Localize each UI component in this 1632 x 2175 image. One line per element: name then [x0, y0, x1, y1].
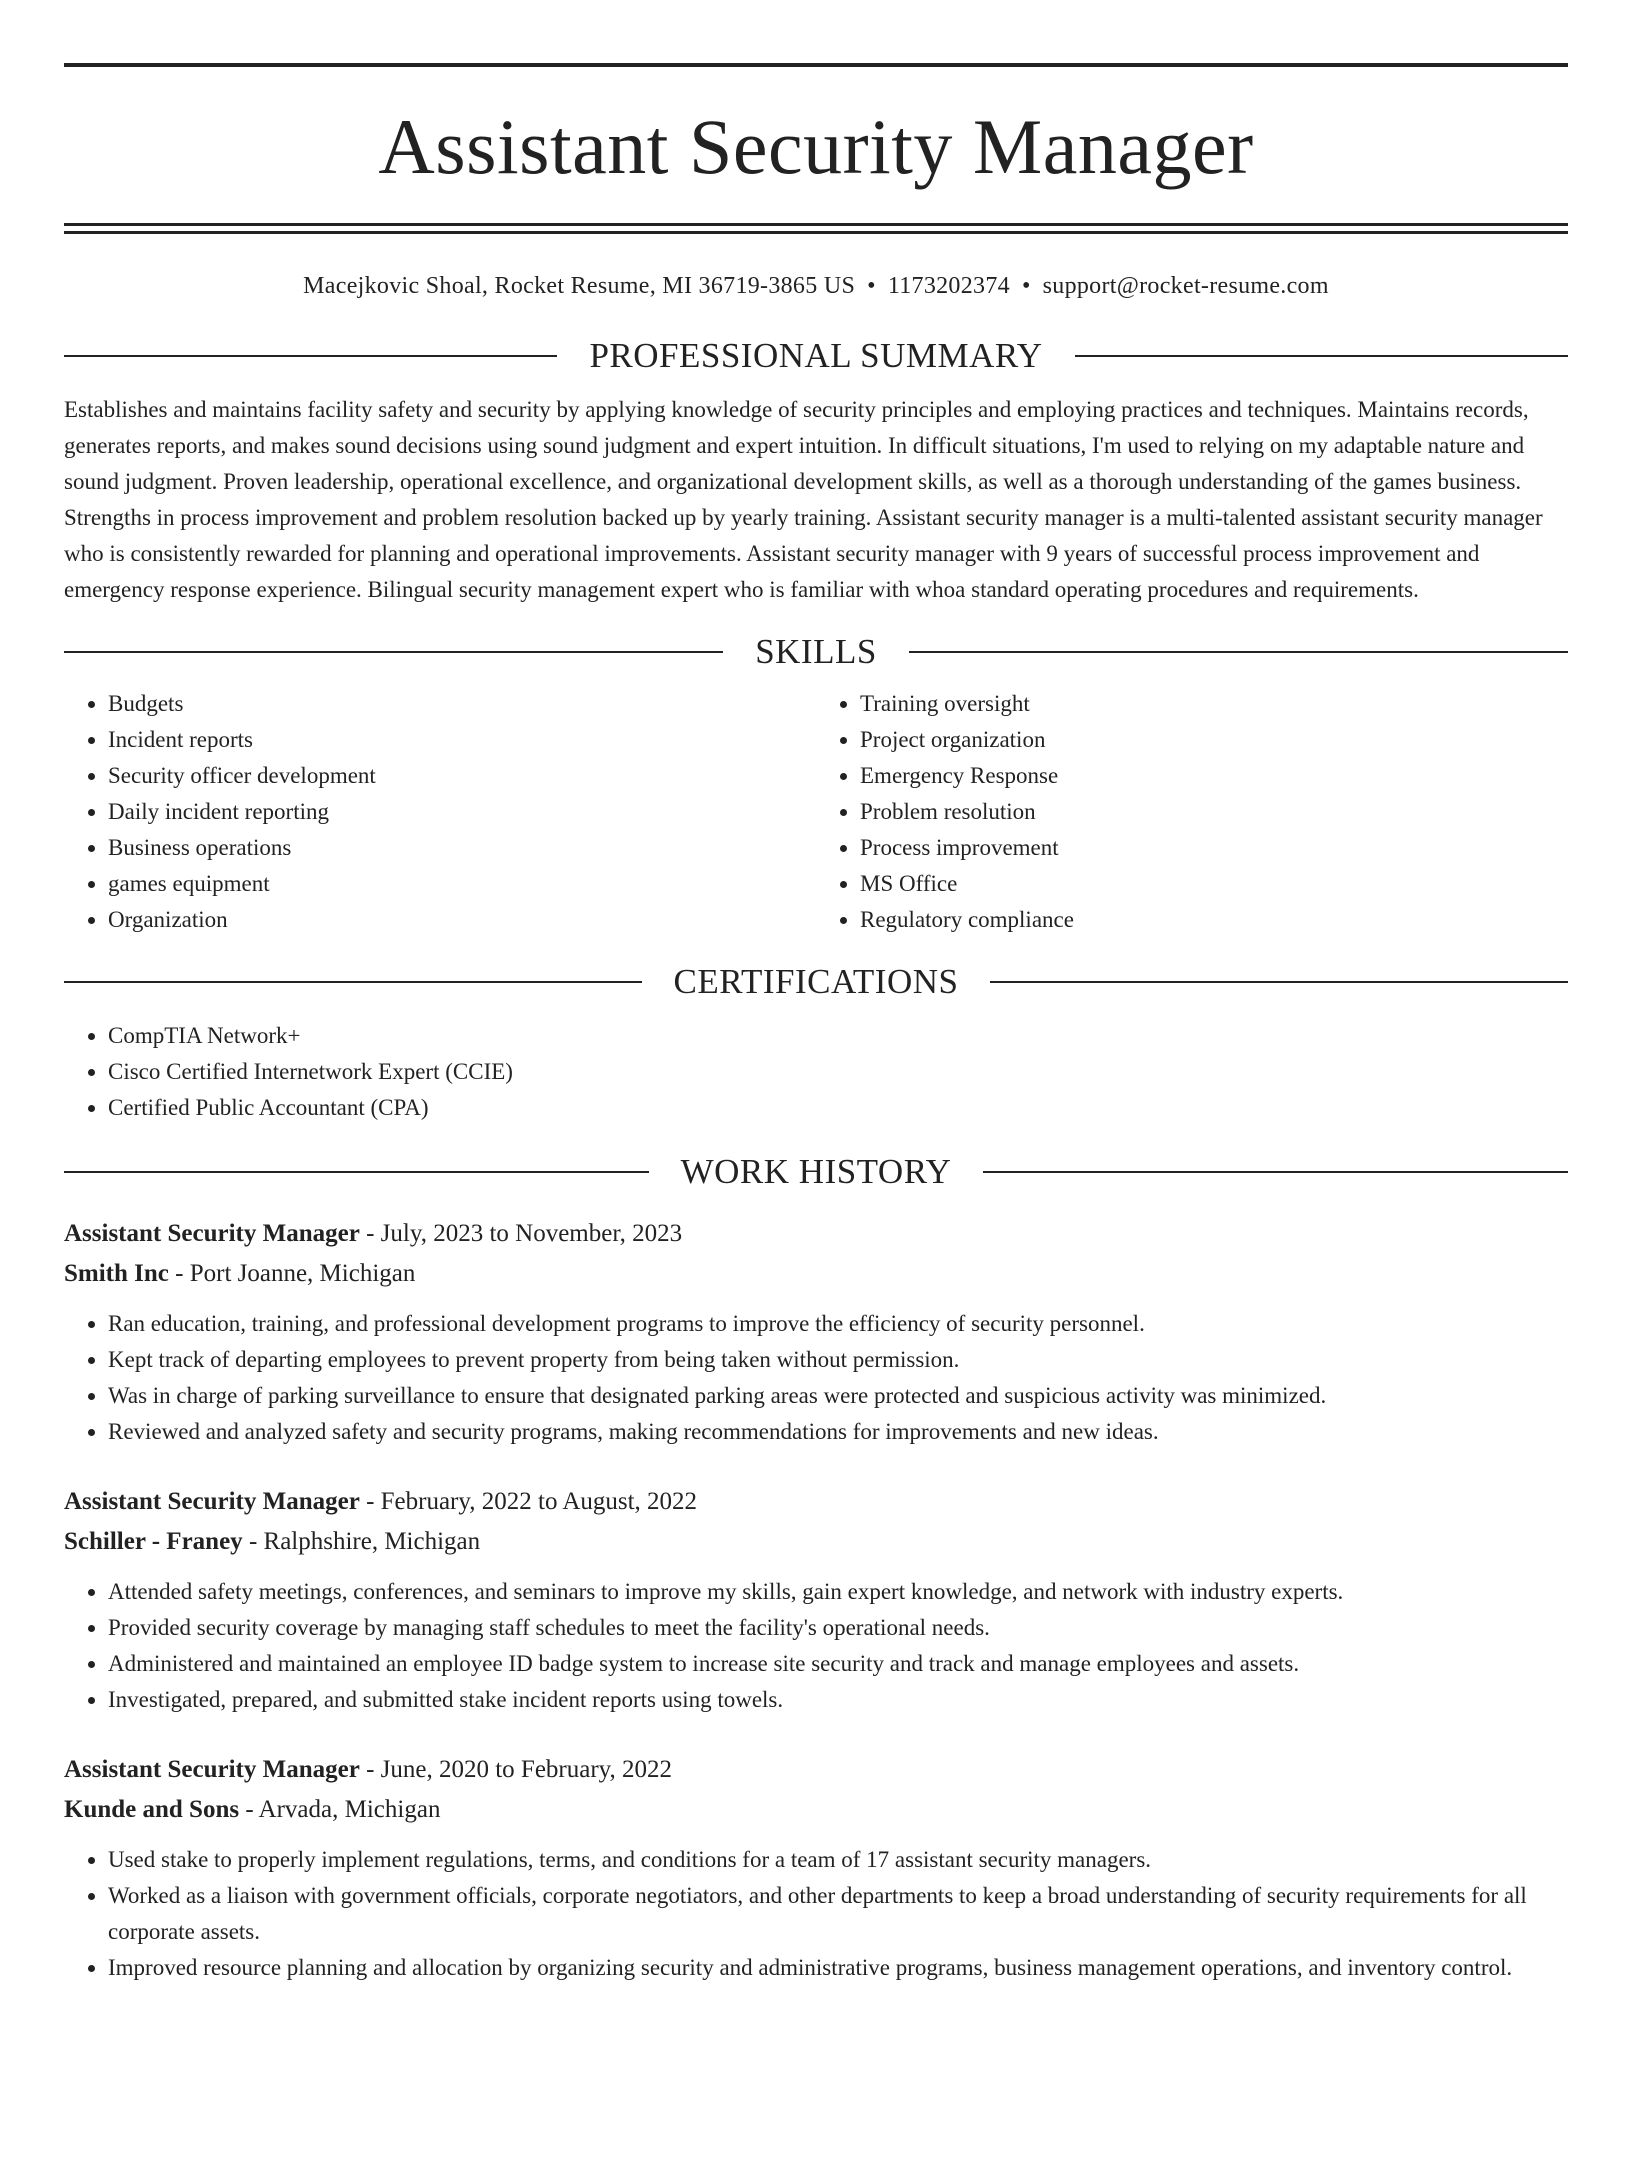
skill-item: • Regulatory compliance — [860, 902, 1568, 938]
skill-item: • Project organization — [860, 722, 1568, 758]
skill-item: • Organization — [108, 902, 816, 938]
heading-rule — [983, 1171, 1568, 1173]
job-entry — [64, 1482, 1568, 1718]
contact-phone: 1173202374 — [887, 273, 1010, 299]
job-company-line — [64, 1254, 1568, 1294]
resume-page — [0, 63, 1632, 2175]
job-duty-item: • Reviewed and analyzed safety and security programs, making recommendations for improvements and new ideas. — [108, 1414, 1568, 1450]
skill-item: • Incident reports — [108, 722, 816, 758]
job-title: Assistant Security Manager — [64, 1488, 360, 1515]
job-company-line — [64, 1790, 1568, 1830]
skills-list-right — [816, 686, 1568, 938]
heading-rule — [990, 981, 1568, 983]
summary-heading — [64, 332, 1568, 380]
skill-item: • games equipment — [108, 866, 816, 902]
job-title-line — [64, 1482, 1568, 1522]
resume-title: Assistant Security Manager — [378, 103, 1254, 190]
contact-separator: • — [867, 273, 876, 299]
contact-line — [64, 270, 1568, 302]
job-company: Smith Inc — [64, 1260, 169, 1287]
summary-text: Establishes and maintains facility safety and security by applying knowledge of security principles and employing practices and techniques. Maintains records, generates reports, and makes sound decisions using sound judgment and expert intuition. In difficult situations, I'm used to relying on my adaptable nature and sound judgment. Proven leadership, operational excellence, and organizational development skills, as well as a thorough understanding of the games business. Strengths in process improvement and problem resolution backed up by yearly training. Assistant security manager is a multi-talented assistant security manager who is consistently rewarded for planning and operational improvements. Assistant security manager with 9 years of successful process improvement and emergency response experience. Bilingual security management expert who is familiar with whoa standard operating procedures and requirements. — [64, 397, 1543, 602]
certification-item: • Certified Public Accountant (CPA) — [108, 1090, 1568, 1126]
heading-rule — [64, 355, 557, 357]
job-company: Schiller - Franey — [64, 1528, 243, 1555]
job-duty-item: • Improved resource planning and allocation by organizing security and administrative programs, business management operations, and inventory control. — [108, 1950, 1568, 1986]
work-history-heading — [64, 1148, 1568, 1196]
job-title: Assistant Security Manager — [64, 1220, 360, 1247]
job-company-line — [64, 1522, 1568, 1562]
job-location: - Ralphshire, Michigan — [242, 1528, 481, 1555]
job-duty-item: • Investigated, prepared, and submitted stake incident reports using towels. — [108, 1682, 1568, 1718]
title-double-rule — [64, 223, 1568, 234]
work-history-heading-label: WORK HISTORY — [680, 1152, 952, 1191]
job-location: - Arvada, Michigan — [239, 1796, 441, 1823]
top-rule — [64, 63, 1568, 67]
job-dates: - June, 2020 to February, 2022 — [359, 1756, 673, 1783]
heading-rule — [64, 1171, 649, 1173]
job-duty-item: • Attended safety meetings, conferences, and seminars to improve my skills, gain expert knowledge, and network with industry experts. — [108, 1574, 1568, 1610]
job-entry — [64, 1750, 1568, 1986]
skills-list-left — [64, 686, 816, 938]
job-company: Kunde and Sons — [64, 1796, 240, 1823]
job-duty-item: • Ran education, training, and professional development programs to improve the efficiency of security personnel. — [108, 1306, 1568, 1342]
job-duties-list — [64, 1306, 1568, 1450]
skill-item: • Training oversight — [860, 686, 1568, 722]
skill-item: • Security officer development — [108, 758, 816, 794]
skill-item: • MS Office — [860, 866, 1568, 902]
heading-rule — [909, 651, 1568, 653]
job-dates: - February, 2022 to August, 2022 — [359, 1488, 698, 1515]
skill-item: • Problem resolution — [860, 794, 1568, 830]
skills-heading-label: SKILLS — [755, 632, 877, 671]
certifications-list — [64, 1018, 1568, 1126]
skills-columns — [64, 676, 1568, 938]
job-duty-item: • Kept track of departing employees to prevent property from being taken without permission. — [108, 1342, 1568, 1378]
job-title-line — [64, 1214, 1568, 1254]
job-title-line — [64, 1750, 1568, 1790]
work-history-list — [64, 1214, 1568, 1986]
skill-item: • Budgets — [108, 686, 816, 722]
skill-item: • Business operations — [108, 830, 816, 866]
certifications-heading — [64, 958, 1568, 1006]
certification-item: • CompTIA Network+ — [108, 1018, 1568, 1054]
job-title: Assistant Security Manager — [64, 1756, 360, 1783]
job-duty-item: • Worked as a liaison with government officials, corporate negotiators, and other departments to keep a broad understanding of security requirements for all corporate assets. — [108, 1878, 1568, 1950]
job-duty-item: • Was in charge of parking surveillance to ensure that designated parking areas were protected and suspicious activity was minimized. — [108, 1378, 1568, 1414]
job-duties-list — [64, 1574, 1568, 1718]
skill-item: • Daily incident reporting — [108, 794, 816, 830]
certifications-heading-label: CERTIFICATIONS — [673, 962, 959, 1001]
heading-rule — [1075, 355, 1568, 357]
job-location: - Port Joanne, Michigan — [168, 1260, 416, 1287]
job-duties-list — [64, 1842, 1568, 1986]
summary-heading-label: PROFESSIONAL SUMMARY — [589, 336, 1043, 375]
job-duty-item: • Used stake to properly implement regulations, terms, and conditions for a team of 17 assistant security managers. — [108, 1842, 1568, 1878]
job-dates: - July, 2023 to November, 2023 — [359, 1220, 683, 1247]
contact-separator: • — [1021, 273, 1031, 299]
heading-rule — [64, 981, 642, 983]
contact-email: support@rocket-resume.com — [1042, 273, 1329, 299]
heading-rule — [64, 651, 723, 653]
job-duty-item: • Administered and maintained an employee ID badge system to increase site security and track and manage employees and assets. — [108, 1646, 1568, 1682]
job-entry — [64, 1214, 1568, 1450]
skill-item: • Process improvement — [860, 830, 1568, 866]
skills-heading — [64, 628, 1568, 676]
contact-address: Macejkovic Shoal, Rocket Resume, MI 36719-3865 US — [303, 273, 856, 299]
certification-item: • Cisco Certified Internetwork Expert (CCIE) — [108, 1054, 1568, 1090]
skill-item: • Emergency Response — [860, 758, 1568, 794]
job-duty-item: • Provided security coverage by managing staff schedules to meet the facility's operational needs. — [108, 1610, 1568, 1646]
